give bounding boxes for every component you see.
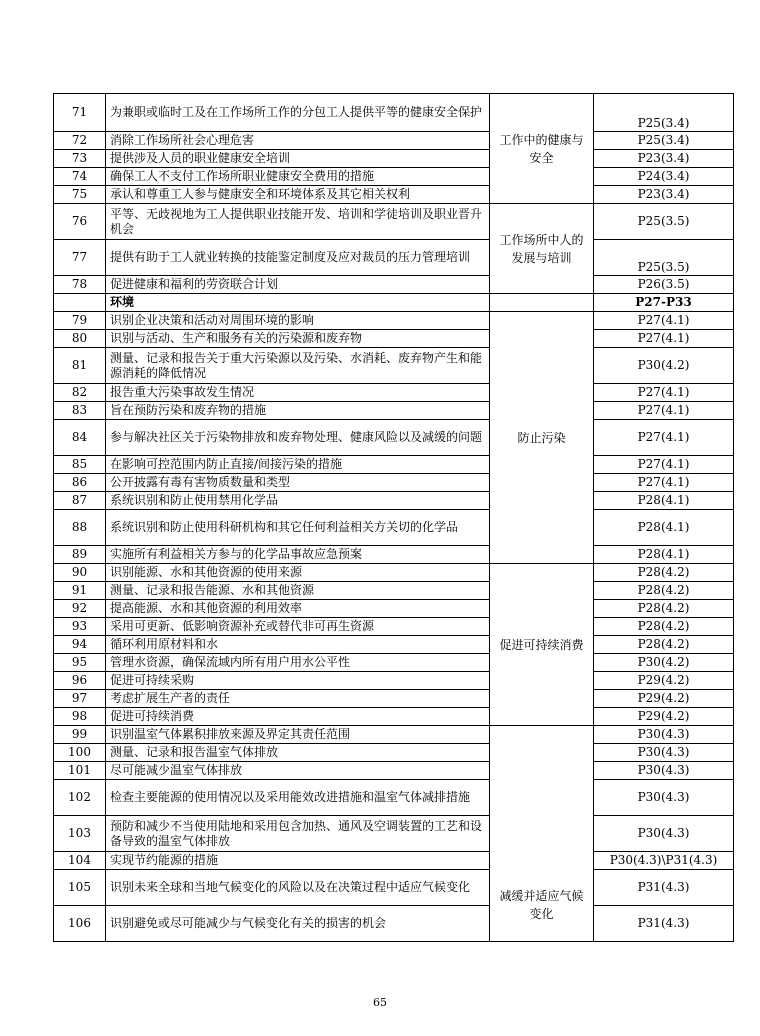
row-description: 公开披露有毒有害物质数量和类型 — [106, 474, 490, 492]
row-page: P28(4.2) — [594, 582, 734, 600]
row-description: 识别能源、水和其他资源的使用来源 — [106, 564, 490, 582]
section-header-environment — [54, 294, 734, 312]
row-page: P25(3.4) — [594, 132, 734, 150]
table-row — [54, 744, 734, 762]
section-page-range: P27-P33 — [594, 294, 734, 312]
row-description: 测量、记录和报告温室气体排放 — [106, 744, 490, 762]
table-row — [54, 726, 734, 744]
row-number: 76 — [54, 204, 106, 240]
row-description: 提高能源、水和其他资源的利用效率 — [106, 600, 490, 618]
row-description: 确保工人不支付工作场所职业健康安全费用的措施 — [106, 168, 490, 186]
row-description: 管理水资源，确保流域内所有用户用水公平性 — [106, 654, 490, 672]
table-row — [54, 510, 734, 546]
table-row — [54, 456, 734, 474]
row-number: 99 — [54, 726, 106, 744]
row-page: P27(4.1) — [594, 420, 734, 456]
row-number: 96 — [54, 672, 106, 690]
row-number: 74 — [54, 168, 106, 186]
row-number: 93 — [54, 618, 106, 636]
table-row — [54, 402, 734, 420]
row-page: P29(4.2) — [594, 708, 734, 726]
row-description: 参与解决社区关于污染物排放和废弃物处理、健康风险以及减缓的问题 — [106, 420, 490, 456]
table-row — [54, 906, 734, 942]
row-page: P24(3.4) — [594, 168, 734, 186]
row-number — [54, 294, 106, 312]
row-description: 识别温室气体累积排放来源及界定其责任范围 — [106, 726, 490, 744]
row-description: 系统识别和防止使用禁用化学品 — [106, 492, 490, 510]
row-description: 测量、记录和报告能源、水和其他资源 — [106, 582, 490, 600]
row-page: P28(4.2) — [594, 564, 734, 582]
category-pollution: 防止污染 — [490, 312, 594, 564]
row-description: 提供有助于工人就业转换的技能鉴定制度及应对裁员的压力管理培训 — [106, 240, 490, 276]
row-page: P30(4.2) — [594, 348, 734, 384]
table-row — [54, 636, 734, 654]
row-page: P28(4.2) — [594, 600, 734, 618]
table-row — [54, 618, 734, 636]
index-table — [53, 93, 734, 942]
row-number: 95 — [54, 654, 106, 672]
table-row — [54, 672, 734, 690]
table-row — [54, 816, 734, 852]
row-description: 检查主要能源的使用情况以及采用能效改进措施和温室气体减排措施 — [106, 780, 490, 816]
row-number: 73 — [54, 150, 106, 168]
table-row — [54, 240, 734, 276]
row-page: P23(3.4) — [594, 186, 734, 204]
row-page: P31(4.3) — [594, 906, 734, 942]
row-description: 为兼职或临时工及在工作场所工作的分包工人提供平等的健康安全保护 — [106, 94, 490, 132]
category-climate: 减缓并适应气候变化 — [490, 726, 594, 942]
table-row — [54, 204, 734, 240]
row-page: P29(4.2) — [594, 690, 734, 708]
row-number: 97 — [54, 690, 106, 708]
row-page: P28(4.2) — [594, 636, 734, 654]
row-description: 识别避免或尽可能减少与气候变化有关的损害的机会 — [106, 906, 490, 942]
row-page: P28(4.1) — [594, 510, 734, 546]
row-page: P25(3.4) — [594, 94, 734, 132]
row-page: P30(4.3) — [594, 816, 734, 852]
row-page: P27(4.1) — [594, 402, 734, 420]
row-page: P28(4.2) — [594, 618, 734, 636]
table-row — [54, 870, 734, 906]
row-number: 79 — [54, 312, 106, 330]
row-description: 尽可能减少温室气体排放 — [106, 762, 490, 780]
row-number: 85 — [54, 456, 106, 474]
row-description: 识别与活动、生产和服务有关的污染源和废弃物 — [106, 330, 490, 348]
row-number: 87 — [54, 492, 106, 510]
category-health: 工作中的健康与安全 — [490, 94, 594, 204]
table-row — [54, 492, 734, 510]
row-number: 104 — [54, 852, 106, 870]
row-description: 平等、无歧视地为工人提供职业技能开发、培训和学徒培训及职业晋升机会 — [106, 204, 490, 240]
row-number: 81 — [54, 348, 106, 384]
table-row — [54, 330, 734, 348]
row-description: 实现节约能源的措施 — [106, 852, 490, 870]
row-page: P23(3.4) — [594, 150, 734, 168]
table-row — [54, 168, 734, 186]
table-row — [54, 474, 734, 492]
row-page: P27(4.1) — [594, 330, 734, 348]
row-number: 92 — [54, 600, 106, 618]
row-description: 识别企业决策和活动对周围环境的影响 — [106, 312, 490, 330]
row-description: 在影响可控范围内防止直接/间接污染的措施 — [106, 456, 490, 474]
row-description: 识别未来全球和当地气候变化的风险以及在决策过程中适应气候变化 — [106, 870, 490, 906]
row-number: 71 — [54, 94, 106, 132]
row-number: 72 — [54, 132, 106, 150]
row-number: 98 — [54, 708, 106, 726]
table-row — [54, 150, 734, 168]
row-description: 采用可更新、低影响资源补充或替代非可再生资源 — [106, 618, 490, 636]
row-page: P28(4.1) — [594, 546, 734, 564]
row-number: 90 — [54, 564, 106, 582]
row-number: 106 — [54, 906, 106, 942]
table-row — [54, 384, 734, 402]
row-number: 91 — [54, 582, 106, 600]
row-number: 77 — [54, 240, 106, 276]
row-description: 旨在预防污染和废弃物的措施 — [106, 402, 490, 420]
table-row — [54, 600, 734, 618]
table-row — [54, 654, 734, 672]
row-description: 促进可持续采购 — [106, 672, 490, 690]
row-description: 承认和尊重工人参与健康安全和环境体系及其它相关权利 — [106, 186, 490, 204]
row-number: 84 — [54, 420, 106, 456]
row-number: 89 — [54, 546, 106, 564]
table-row — [54, 780, 734, 816]
row-page: P25(3.5) — [594, 204, 734, 240]
row-number: 103 — [54, 816, 106, 852]
page-number: 65 — [373, 996, 387, 1009]
table-row — [54, 852, 734, 870]
row-number: 101 — [54, 762, 106, 780]
category-empty — [490, 294, 594, 312]
row-number: 88 — [54, 510, 106, 546]
table-row — [54, 132, 734, 150]
table-row — [54, 708, 734, 726]
row-page: P30(4.3)\P31(4.3) — [594, 852, 734, 870]
row-page: P29(4.2) — [594, 672, 734, 690]
category-development: 工作场所中人的发展与培训 — [490, 204, 594, 294]
table-row — [54, 94, 734, 132]
table-row — [54, 582, 734, 600]
row-description: 系统识别和防止使用科研机构和其它任何利益相关方关切的化学品 — [106, 510, 490, 546]
row-number: 78 — [54, 276, 106, 294]
row-page: P28(4.1) — [594, 492, 734, 510]
row-number: 86 — [54, 474, 106, 492]
row-number: 94 — [54, 636, 106, 654]
row-number: 83 — [54, 402, 106, 420]
row-description: 循环利用原材料和水 — [106, 636, 490, 654]
section-title: 环境 — [106, 294, 490, 312]
row-number: 75 — [54, 186, 106, 204]
row-number: 80 — [54, 330, 106, 348]
table-row — [54, 348, 734, 384]
row-page: P27(4.1) — [594, 384, 734, 402]
row-description: 预防和减少不当使用陆地和采用包含加热、通风及空调装置的工艺和设备导致的温室气体排放 — [106, 816, 490, 852]
table-row — [54, 762, 734, 780]
table-row — [54, 546, 734, 564]
row-page: P30(4.3) — [594, 726, 734, 744]
row-page: P27(4.1) — [594, 474, 734, 492]
row-page: P30(4.3) — [594, 780, 734, 816]
table-row — [54, 312, 734, 330]
row-description: 测量、记录和报告关于重大污染源以及污染、水消耗、废弃物产生和能源消耗的降低情况 — [106, 348, 490, 384]
row-page: P30(4.2) — [594, 654, 734, 672]
row-number: 100 — [54, 744, 106, 762]
row-number: 102 — [54, 780, 106, 816]
row-description: 报告重大污染事故发生情况 — [106, 384, 490, 402]
table-row — [54, 186, 734, 204]
row-number: 105 — [54, 870, 106, 906]
table-row — [54, 564, 734, 582]
row-description: 实施所有利益相关方参与的化学品事故应急预案 — [106, 546, 490, 564]
table-row — [54, 690, 734, 708]
row-page: P27(4.1) — [594, 312, 734, 330]
row-page: P30(4.3) — [594, 744, 734, 762]
row-description: 考虑扩展生产者的责任 — [106, 690, 490, 708]
row-description: 促进健康和福利的劳资联合计划 — [106, 276, 490, 294]
row-page: P31(4.3) — [594, 870, 734, 906]
row-description: 促进可持续消费 — [106, 708, 490, 726]
row-page: P30(4.3) — [594, 762, 734, 780]
row-number: 82 — [54, 384, 106, 402]
table-row — [54, 276, 734, 294]
row-page: P25(3.5) — [594, 240, 734, 276]
row-description: 提供涉及人员的职业健康安全培训 — [106, 150, 490, 168]
row-page: P27(4.1) — [594, 456, 734, 474]
row-description: 消除工作场所社会心理危害 — [106, 132, 490, 150]
table-row — [54, 420, 734, 456]
category-sustainable-consumption: 促进可持续消费 — [490, 564, 594, 726]
row-page: P26(3.5) — [594, 276, 734, 294]
